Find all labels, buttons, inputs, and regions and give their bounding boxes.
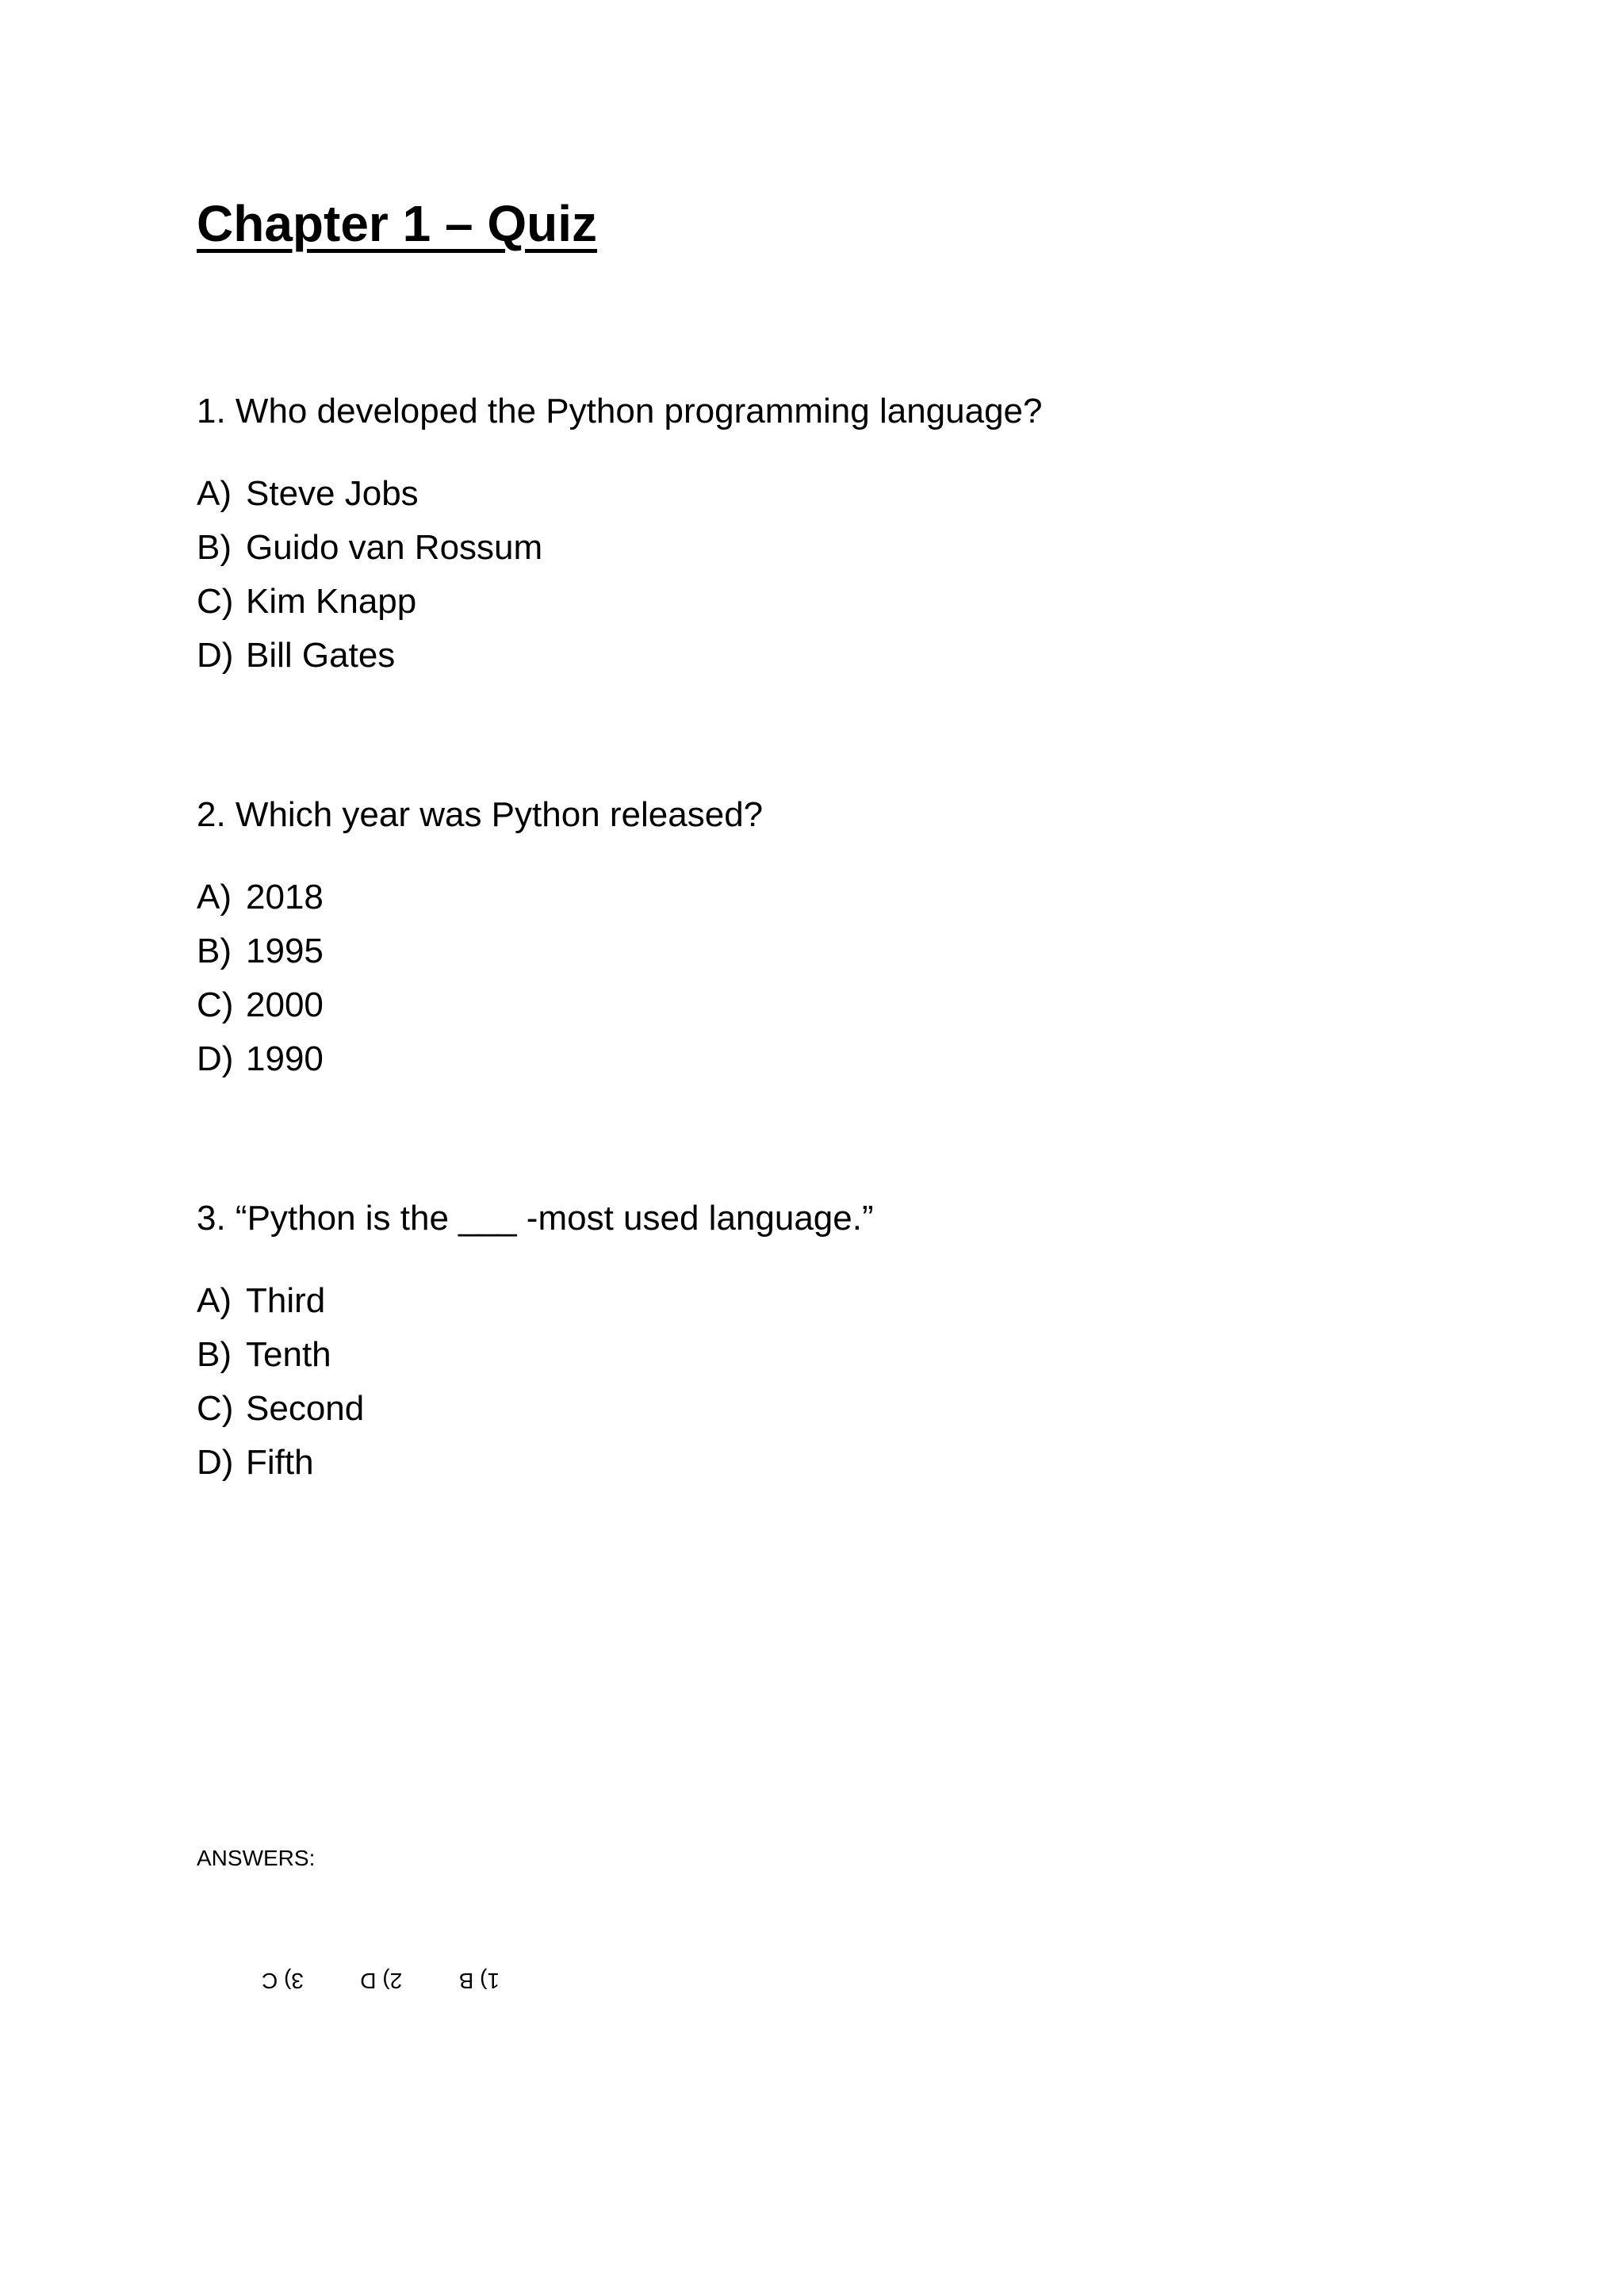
question-3 (197, 1201, 1465, 1490)
question-1 (197, 394, 1465, 683)
option-text: Fifth (246, 1443, 314, 1482)
option-b (197, 924, 1465, 978)
option-letter: C) (197, 582, 234, 621)
answer-item: 2) D (360, 1969, 403, 1993)
option-a (197, 871, 1465, 924)
option-letter: C) (197, 1389, 234, 1428)
option-d (197, 1436, 1465, 1490)
answer-item: 1) B (458, 1969, 500, 1993)
question-text: 3. “Python is the ___ -most used language.” (197, 1199, 874, 1238)
option-letter: D) (197, 1039, 234, 1078)
option-letter: D) (197, 636, 234, 675)
question-text: 1. Who developed the Python programming language? (197, 392, 1043, 430)
option-text: 1990 (246, 1039, 324, 1078)
answers-key-upside-down (262, 1965, 500, 1996)
option-b (197, 521, 1465, 575)
options-list (197, 871, 1465, 1086)
option-a (197, 467, 1465, 521)
page-title: Chapter 1 – Quiz (197, 195, 597, 252)
options-list (197, 1274, 1465, 1490)
option-letter: B) (197, 528, 232, 567)
option-text: Guido van Rossum (246, 528, 543, 567)
option-letter: A) (197, 1281, 232, 1320)
option-letter: A) (197, 878, 232, 916)
option-d (197, 1032, 1465, 1086)
question-2 (197, 795, 1465, 1086)
option-b (197, 1328, 1465, 1382)
option-letter: C) (197, 985, 234, 1024)
option-text: 2000 (246, 985, 324, 1024)
option-c (197, 978, 1465, 1032)
answer-item: 3) C (262, 1969, 304, 1993)
option-a (197, 1274, 1465, 1328)
option-text: 1995 (246, 932, 324, 970)
option-d (197, 629, 1465, 683)
option-letter: B) (197, 932, 232, 970)
answers-label: ANSWERS: (197, 1846, 316, 1870)
option-c (197, 575, 1465, 629)
option-text: Third (246, 1281, 326, 1320)
option-text: 2018 (246, 878, 324, 916)
option-letter: D) (197, 1443, 234, 1482)
option-letter: B) (197, 1335, 232, 1374)
option-c (197, 1382, 1465, 1436)
option-text: Kim Knapp (246, 582, 417, 621)
options-list (197, 467, 1465, 683)
question-text: 2. Which year was Python released? (197, 795, 764, 834)
option-text: Tenth (246, 1335, 331, 1374)
option-text: Bill Gates (246, 636, 396, 675)
option-text: Steve Jobs (246, 474, 419, 513)
option-text: Second (246, 1389, 365, 1428)
option-letter: A) (197, 474, 232, 513)
